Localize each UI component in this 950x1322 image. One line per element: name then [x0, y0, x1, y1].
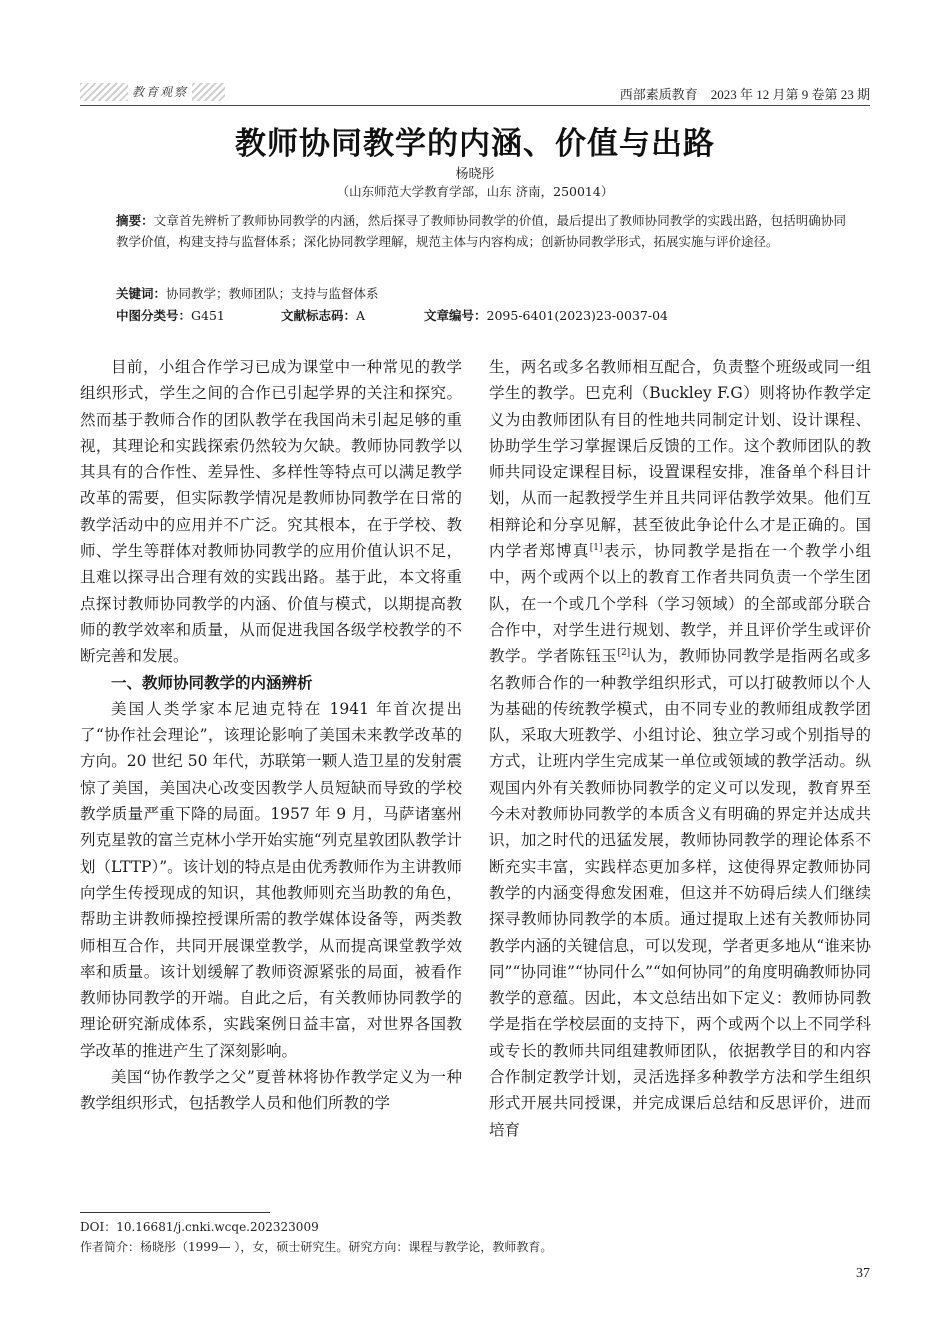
doi-footnote: DOI：10.16681/j.cnki.wcqe.202323009 — [80, 1220, 319, 1234]
section-label-banner — [80, 83, 225, 101]
body-text: 认为，教师协同教学是指两名或多名教师合作的一种教学组织形式，可以打破教师以个人为基础的传统教学模式，由不同专业的教师组成教学团队，采取大班教学、小组讨论、独立学习或个别指导的方式，让班内学生完成某一单位或领域的教学活动。纵观国内外有关教师协同教学的定义可以发现，教育界至今未对教师协同教学的本质含义有明确的界定并达成共识，加之时代的迅猛发展，教师协同教学的理论体系不断充实丰富，实践样态更加多样，这使得界定教师协同教学的内涵变得愈发困难，但这并不妨碍后续人们继续探寻教师协同教学的本质。通过提取上述有关教师协同教学内涵的关键信息，可以发现，学者更多地从“谁来协同”“协同谁”“协同什么”“如何协同”的角度明确教师协同教学的意蕴。因此，本文总结出如下定义：教师协同教学是指在学校层面的支持下，两个或两个以上不同学科或专长的教师共同组建教师团队，依据教学目的和内容合作制定教学计划，灵活选择多种教学方法和学生组织形式开展共同授课，并完成课后总结和反思评价，进而培育 — [489, 647, 871, 1139]
section-label: 教育观察 — [128, 83, 192, 101]
keywords — [116, 284, 379, 302]
article-author: 杨晓彤 — [455, 167, 495, 182]
body-paragraph — [489, 354, 871, 1143]
journal-info: 西部素质教育 2023 年 12 月第 9 卷第 23 期 — [619, 87, 870, 102]
article-id-value: 2095-6401(2023)23-0037-04 — [486, 308, 668, 323]
page-number: 37 — [856, 1266, 870, 1281]
abstract-text: 文章首先辨析了教师协同教学的内涵，然后探寻了教师协同教学的价值，最后提出了教师协同教学的实践出路，包括明确协同教学价值，构建支持与监督体系；深化协同教学理解，规范主体与内容构成；创新协同教学形式，拓展实施与评价途径。 — [116, 213, 846, 249]
body-text: 生，两名或多名教师相互配合，负责整个班级或同一组学生的教学。巴克利（Buckley F.G）则将协作教学定义为由教师团队有目的性地共同制定计划、设计课程、协助学生学习掌握课后反馈的工作。这个教师团队的教师共同设定课程目标，设置课程安排，准备单个科目计划，从而一起教授学生并且共同评估教学效果。他们互相辩论和分享见解，甚至彼此争论什么才是正确的。国内学者郑博真 — [489, 358, 871, 561]
keywords-label: 关键词： — [116, 286, 167, 301]
citation-ref[interactable]: [2] — [617, 648, 631, 659]
clc-value: G451 — [191, 308, 225, 323]
body-column-right — [489, 354, 871, 1143]
body-paragraph: 目前，小组合作学习已成为课堂中一种常见的教学组织形式，学生之间的合作已引起学界的关注和探究。然而基于教师合作的团队教学在我国尚未引起足够的重视，其理论和实践探索仍然较为欠缺。教师协同教学以其具有的合作性、差异性、多样性等特点可以满足教学改革的需要，但实际教学情况是教师协同教学在日常的教学活动中的应用并不广泛。究其根本，在于学校、教师、学生等群体对教师协同教学的应用价值认识不足，且难以探寻出合理有效的实践出路。基于此，本文将重点探讨教师协同教学的内涵、价值与模式，以期提高教师的教学效率和质量，从而促进我国各级学校教学的不断完善和发展。 — [80, 358, 462, 666]
author-affiliation: （山东师范大学教育学部，山东 济南，250014） — [336, 184, 614, 199]
document-code — [281, 306, 365, 324]
doc-value: A — [356, 308, 366, 323]
keywords-text: 协同教学；教师团队；支持与监督体系 — [166, 286, 379, 301]
article-id — [424, 306, 668, 324]
article-id-label: 文章编号： — [424, 308, 487, 323]
abstract — [116, 210, 846, 252]
article-title: 教师协同教学的内涵、价值与出路 — [235, 126, 715, 162]
clc-label: 中图分类号： — [116, 308, 192, 323]
abstract-label: 摘要： — [116, 213, 154, 228]
clc-code — [116, 306, 225, 324]
body-paragraph: 美国人类学家本尼迪克特在 1941 年首次提出了“协作社会理论”，该理论影响了美国未来教学改革的方向。20 世纪 50 年代，苏联第一颗人造卫星的发射震惊了美国，美国决心改变因教学人员短缺而导致的学校教学质量严重下降的局面。1957 年 9 月，马萨诸塞州列克星敦的富兰克林小学开始实施“列克星敦团队教学计划（LTTP）”。该计划的特点是由优秀教师作为主讲教师向学生传授现成的知识，其他教师则充当助教的角色，帮助主讲教师操控授课所需的教学媒体设备等，两类教师相互合作，共同开展课堂教学，从而提高课堂教学效率和质量。该计划缓解了教师资源紧张的局面，被看作教师协同教学的开端。自此之后，有关教师协同教学的理论研究渐成体系，实践案例日益丰富，对世界各国教学改革的推进产生了深刻影响。 — [80, 699, 462, 1060]
header-divider — [80, 105, 870, 106]
body-text: 表示，协同教学是指在一个教学小组中，两个或两个以上的教育工作者共同负责一个学生团队，在一个或几个学科（学习领域）的全部或部分联合合作中，对学生进行规划、教学，并且评价学生或评价教学。学者陈钰玉 — [489, 542, 871, 666]
footnote-divider — [80, 1212, 270, 1213]
section-heading: 一、教师协同教学的内涵辨析 — [111, 673, 313, 692]
citation-ref[interactable]: [1] — [589, 542, 603, 553]
author-bio-footnote: 作者简介：杨晓彤（1999— ），女，硕士研究生。研究方向：课程与教学论，教师教育。 — [80, 1240, 553, 1254]
doc-label: 文献标志码： — [281, 308, 357, 323]
body-paragraph: 美国“协作教学之父”夏普林将协作教学定义为一种教学组织形式，包括教学人员和他们所教的学 — [80, 1068, 462, 1113]
body-column-left — [80, 354, 462, 1117]
